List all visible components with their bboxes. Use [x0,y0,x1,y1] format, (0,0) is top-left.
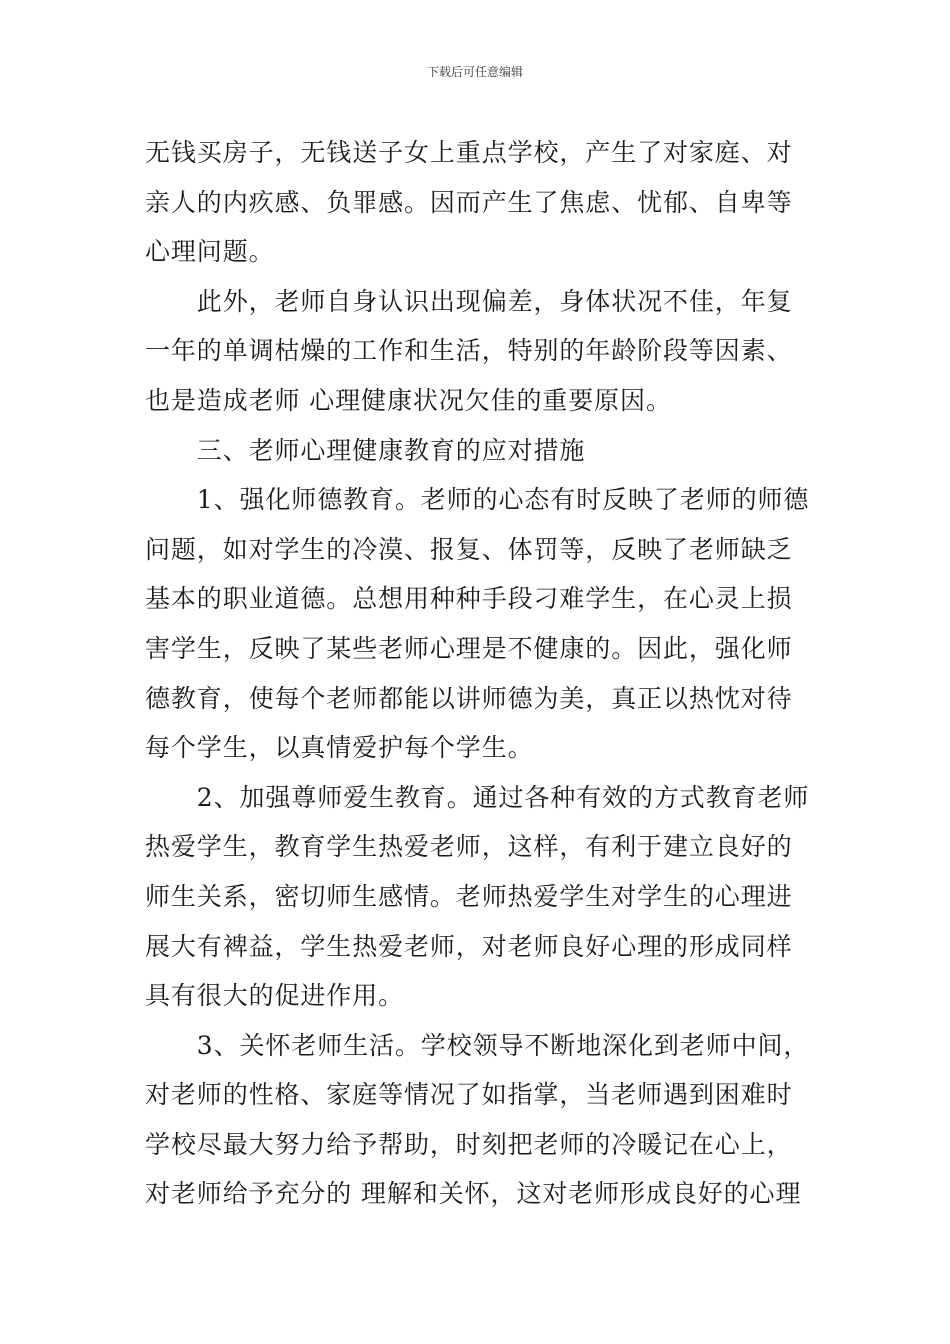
text-line: 无钱买房子，无钱送子女上重点学校，产生了对家庭、对 [145,138,793,167]
text-line: 具有很大的促进作用。 [145,981,405,1011]
text-line: 3、关怀老师生活。学校领导不断地深化到老师中间， [145,1030,810,1060]
text-line: 热爱学生，教育学生热爱老师，这样，有利于建立良好的 [145,832,793,862]
text-line: 德教育，使每个老师都能以讲师德为美，真正以热忱对待 [145,683,793,713]
text-line: 问题，如对学生的冷漠、报复、体罚等，反映了老师缺乏 [145,534,793,564]
text-line: 1、强化师德教育。老师的心态有时反映了老师的师德 [145,485,810,515]
text-line: 亲人的内疚感、负罪感。因而产生了焦虑、忧郁、自卑等 [145,187,793,217]
page-header: 下载后可任意编辑 [426,65,523,79]
text-line: 学校尽最大努力给予帮助，时刻把老师的冷暖记在心上， [145,1129,793,1159]
text-line: 心理问题。 [145,237,275,267]
text-line: 师生关系，密切师生感情。老师热爱学生对学生的心理进 [145,881,793,911]
text-line: 展大有裨益，学生热爱老师，对老师良好心理的形成同样 [145,931,793,961]
document-body [145,128,809,1219]
text-line: 基本的职业道德。总想用种种手段刁难学生，在心灵上损 [145,584,793,614]
text-line: 2、加强尊师爱生教育。通过各种有效的方式教育老师 [145,782,810,812]
text-line: 一年的单调枯燥的工作和生活，特别的年龄阶段等因素、 [145,336,793,366]
text-line: 每个学生，以真情爱护每个学生。 [145,733,534,763]
text-line: 也是造成老师 心理健康状况欠佳的重要原因。 [145,385,672,415]
text-line: 害学生，反映了某些老师心理是不健康的。因此，强化师 [145,633,793,663]
text-line: 此外，老师自身认识出现偏差，身体状况不佳，年复 [145,286,793,316]
section-heading: 三、老师心理健康教育的应对措施 [145,435,586,465]
text-line: 对老师的性格、家庭等情况了如指掌，当老师遇到困难时 [145,1080,793,1110]
text-line: 对老师给予充分的 理解和关怀，这对老师形成良好的心理 [145,1179,802,1209]
